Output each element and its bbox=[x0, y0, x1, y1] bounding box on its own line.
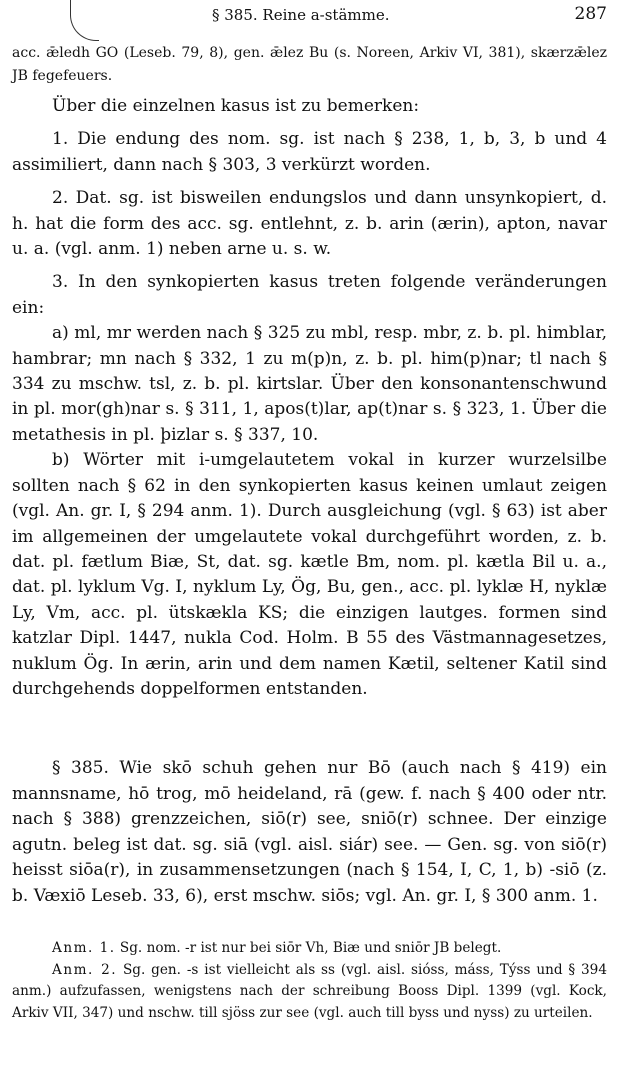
notes bbox=[12, 938, 607, 1024]
paragraph-3: 3. In den synkopierten kasus treten folgende veränderungen ein: bbox=[12, 272, 607, 318]
running-header bbox=[12, 4, 607, 26]
note-text: Sg. nom. -r ist nur bei siōr Vh, Biæ und sniōr JB belegt. bbox=[119, 940, 502, 956]
body-text bbox=[12, 94, 607, 702]
paragraph-3a: a) ml, mr werden nach § 325 zu mbl, resp. mbr, z. b. pl. himblar, hambrar; mn nach § 332, 1 zu m(p)n, z. b. pl. him(p)nar; tl nach § 334 zu mschw. tsl, z. b. pl. kirtslar. Über den konsonantenschwund in pl. mor(gh)nar s. § 311, 1, apos(t)lar, ap(t)nar s. § 323, 1. Über die metathesis in pl. þizlar s. § 337, 10. bbox=[12, 323, 607, 445]
note-label: Anm. 1. bbox=[52, 940, 116, 956]
page-number: 287 bbox=[574, 4, 607, 24]
section-385-text: § 385. Wie skō schuh gehen nur Bō (auch nach § 419) ein mannsname, hō trog, mō heideland, rā (gew. f. nach § 400 oder ntr. nach § 388) grenzzeichen, siō(r) see, sniō(r) schnee. Der einzige agutn. beleg ist dat. sg. siā (vgl. aisl. siár) see. — Gen. sg. von siō(r) heisst siōa(r), in zusammensetzungen (nach § 154, I, C, 1, b) -siō (z. b. Væxiō Leseb. 33, 6), erst mschw. siōs; vgl. An. gr. I, § 300 anm. 1. bbox=[12, 758, 607, 906]
paragraph-3b: b) Wörter mit i-umgelautetem vokal in kurzer wurzelsilbe sollten nach § 62 in den synkopierten kasus keinen umlaut zeigen (vgl. An. gr. I, § 294 anm. 1). Durch ausgleichung (vgl. § 63) ist aber im allgemeinen der umgelautete vokal durchgeführt worden, z. b. dat. pl. fætlum Biæ, St, dat. sg. kætle Bm, nom. pl. kætla Bil u. a., dat. pl. lyklum Vg. I, nyklum Ly, Ög, Bu, gen., acc. pl. lyklæ H, nyklæ Ly, Vm, acc. pl. ütskækla KS; die einzigen lautges. formen sind katzlar Dipl. 1447, nukla Cod. Holm. B 55 des Västmannagesetzes, nuklum Ög. In ærin, arin und dem namen Kætil, seltener Katil sind durchgehends doppelformen entstanden. bbox=[12, 450, 607, 699]
section-385 bbox=[12, 756, 607, 910]
note-label: Anm. 2. bbox=[52, 961, 118, 978]
note-2 bbox=[12, 960, 607, 1025]
paragraph-1: 1. Die endung des nom. sg. ist nach § 238, 1, b, 3, b und 4 assimiliert, dann nach § 303, 3 verkürzt worden. bbox=[12, 129, 607, 175]
paragraph-2: 2. Dat. sg. ist bisweilen endungslos und dann unsynkopiert, d. h. hat die form des acc. sg. entlehnt, z. b. arin (ærin), apton, navar u. a. (vgl. anm. 1) neben arne u. s. w. bbox=[12, 188, 607, 260]
carryover-text: acc. ǣledh GO (Leseb. 79, 8), gen. ǣlez Bu (s. Noreen, Arkiv VI, 381), skærzǣlez JB fegefeuers. bbox=[12, 45, 607, 84]
header-title: § 385. Reine a-stämme. bbox=[212, 6, 390, 24]
paragraph-intro: Über die einzelnen kasus ist zu bemerken: bbox=[52, 96, 420, 116]
note-1 bbox=[12, 938, 607, 960]
note-text: Sg. gen. -s ist vielleicht als ss (vgl. aisl. sióss, máss, Týss und § 394 anm.) aufzufassen, wenigstens nach der schreibung Booss Dipl. 1399 (vgl. Kock, Arkiv VII, 347) und nschw. till sjöss zur see (vgl. auch till byss und nyss) zu urteilen. bbox=[12, 961, 607, 1021]
